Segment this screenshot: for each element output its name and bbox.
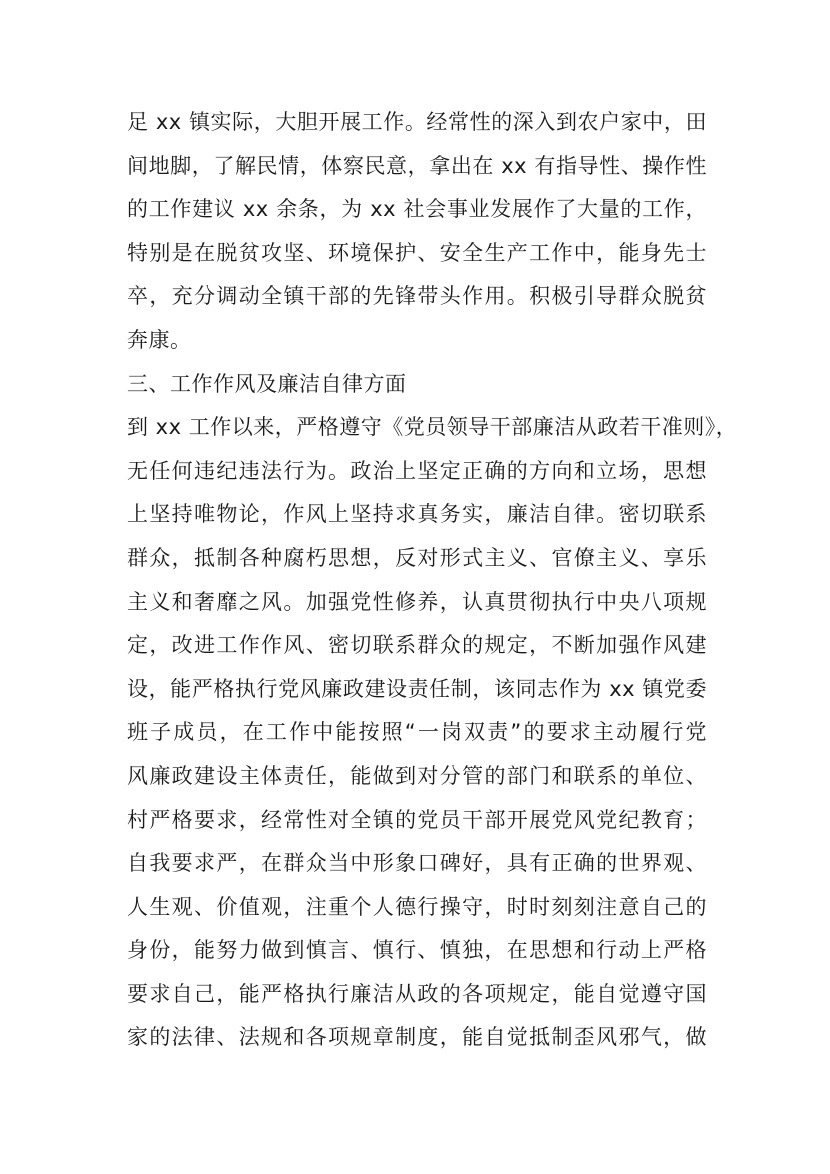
- text-line: 班子成员，在工作中能按照“一岗双责”的要求主动履行党: [127, 720, 707, 745]
- text-line: 村严格要求，经常性对全镇的党员干部开展党风党纪教育；: [127, 807, 707, 832]
- text-line: 奔康。: [127, 327, 192, 352]
- text-line: 特别是在脱贫攻坚、环境保护、安全生产工作中，能身先士: [127, 240, 707, 265]
- section-heading: 三、工作作风及廉洁自律方面: [127, 371, 407, 396]
- text-line: 身份，能努力做到慎言、慎行、慎独，在思想和行动上严格: [127, 938, 707, 963]
- text-line: 家的法律、法规和各项规章制度，能自觉抵制歪风邪气，做: [127, 1025, 707, 1050]
- text-line: 定，改进工作作风、密切联系群众的规定，不断加强作风建: [127, 633, 707, 658]
- text-line: 人生观、价值观，注重个人德行操守，时时刻刻注意自己的: [127, 894, 707, 919]
- text-line: 卒，充分调动全镇干部的先锋带头作用。积极引导群众脱贫: [127, 284, 707, 309]
- text-line: 风廉政建设主体责任，能做到对分管的部门和联系的单位、: [127, 763, 707, 788]
- text-line: 设，能严格执行党风廉政建设责任制，该同志作为 xx 镇党委: [127, 676, 707, 701]
- text-line: 到 xx 工作以来，严格遵守《党员领导干部廉洁从政若干准则》，: [127, 415, 738, 440]
- text-line: 自我要求严，在群众当中形象口碑好，具有正确的世界观、: [127, 851, 707, 876]
- text-line: 无任何违纪违法行为。政治上坚定正确的方向和立场，思想: [127, 458, 707, 483]
- text-line: 上坚持唯物论，作风上坚持求真务实，廉洁自律。密切联系: [127, 502, 707, 527]
- text-line: 要求自己，能严格执行廉洁从政的各项规定，能自觉遵守国: [127, 981, 707, 1006]
- text-line: 足 xx 镇实际，大胆开展工作。经常性的深入到农户家中，田: [127, 110, 707, 134]
- text-line: 主义和奢靡之风。加强党性修养，认真贯彻执行中央八项规: [127, 589, 707, 614]
- text-line: 的工作建议 xx 余条，为 xx 社会事业发展作了大量的工作，: [127, 197, 707, 222]
- document-body: [127, 101, 738, 1060]
- text-line: 群众，抵制各种腐朽思想，反对形式主义、官僚主义、享乐: [127, 545, 707, 570]
- text-line: 间地脚，了解民情，体察民意，拿出在 xx 有指导性、操作性: [127, 153, 707, 178]
